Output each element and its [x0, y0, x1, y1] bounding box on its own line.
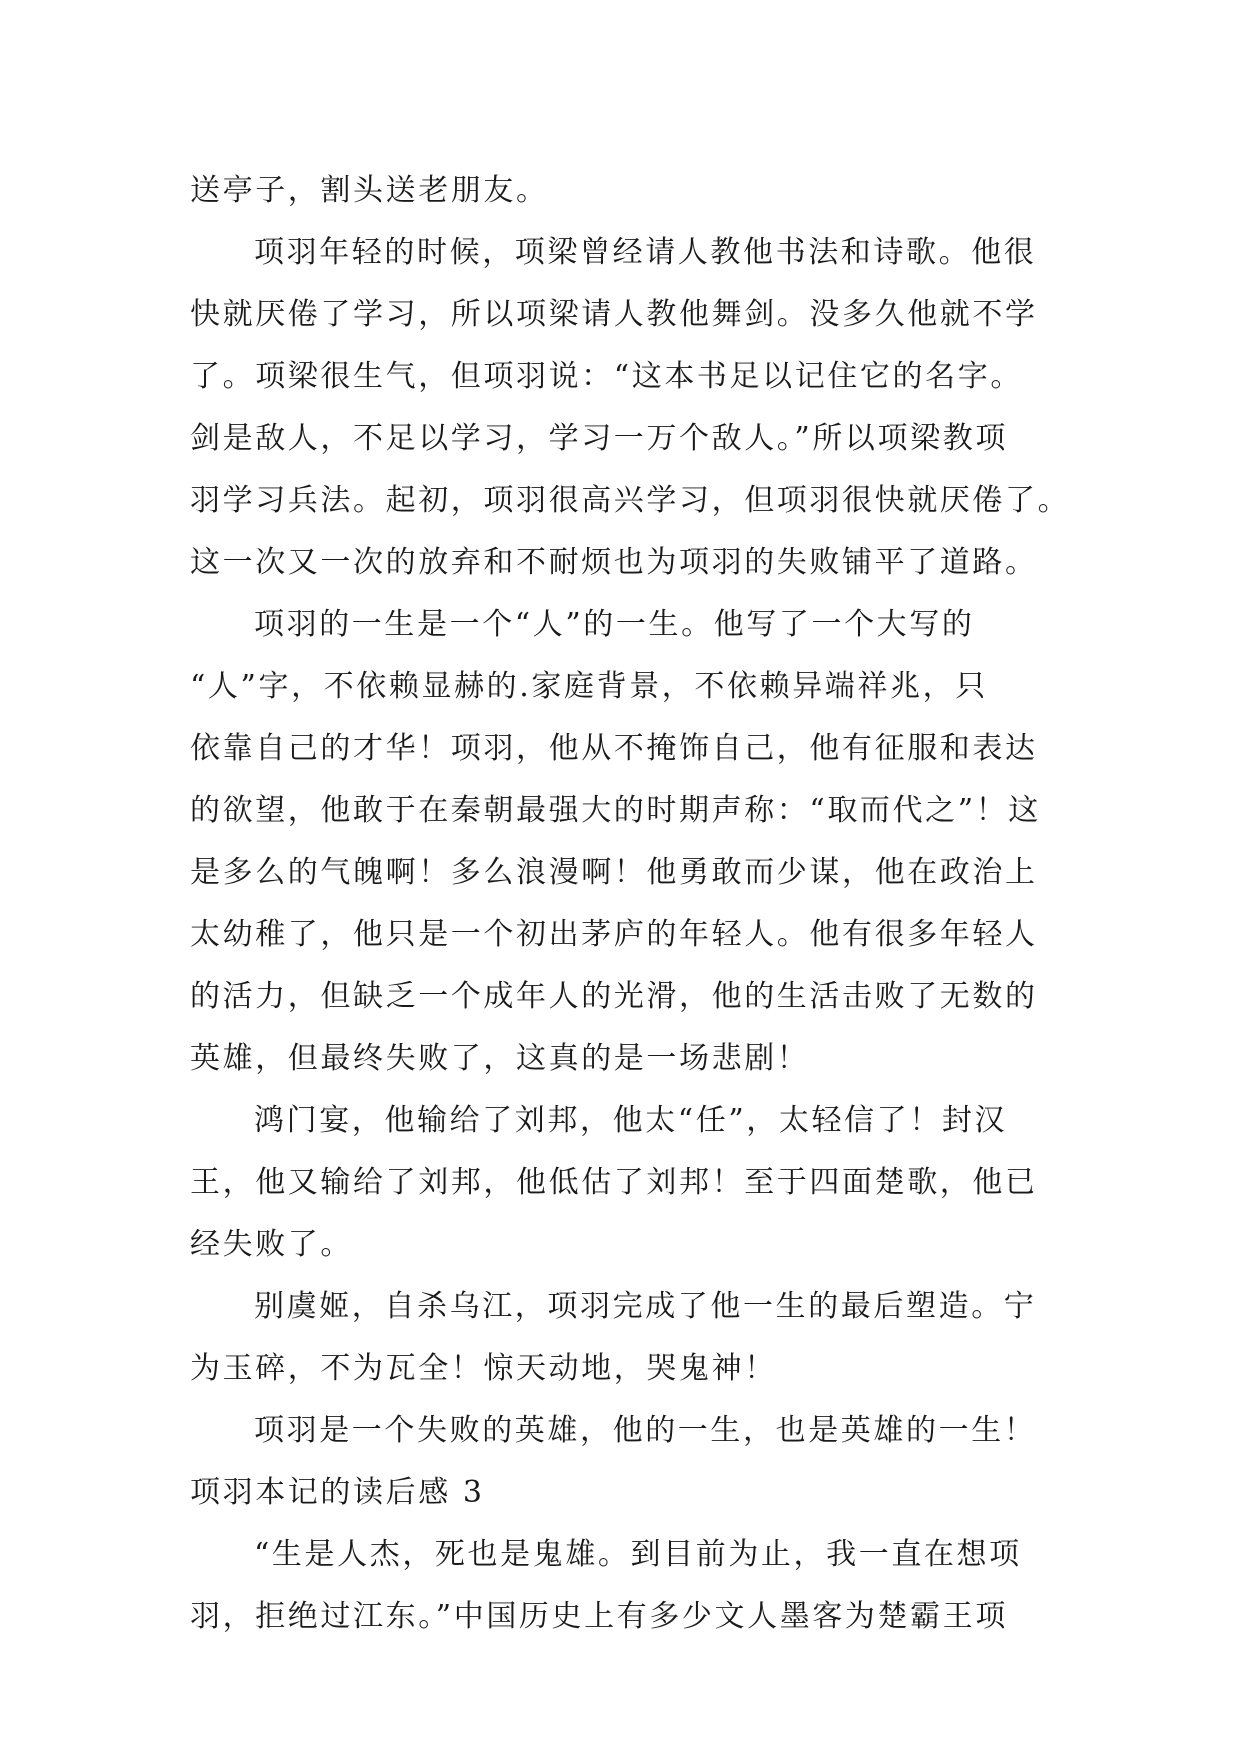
- text-line: 是多么的气魄啊！多么浪漫啊！他勇敢而少谋，他在政治上: [190, 855, 1038, 890]
- text-line: 这一次又一次的放弃和不耐烦也为项羽的失败铺平了道路。: [190, 545, 1038, 580]
- paragraph-start-line: 项羽的一生是一个“人”的一生。他写了一个大写的: [254, 607, 975, 642]
- text-line: 经失败了。: [190, 1227, 353, 1262]
- text-line: 王，他又输给了刘邦，他低估了刘邦！至于四面楚歌，他已: [190, 1165, 1038, 1200]
- document-body: [190, 160, 1071, 1648]
- text-line: 的活力，但缺乏一个成年人的光滑，他的生活击败了无数的: [190, 979, 1038, 1014]
- paragraph-start-line: 项羽是一个失败的英雄，他的一生，也是英雄的一生！: [254, 1413, 1037, 1448]
- section-heading: 项羽本记的读后感 3: [190, 1475, 485, 1510]
- text-line: 太幼稚了，他只是一个初出茅庐的年轻人。他有很多年轻人: [190, 917, 1038, 952]
- text-line: 了。项梁很生气，但项羽说：“这本书足以记住它的名字。: [190, 359, 1023, 394]
- text-line: 剑是敌人，不足以学习，学习一万个敌人。”所以项梁教项: [190, 421, 1008, 456]
- text-line: 快就厌倦了学习，所以项梁请人教他舞剑。没多久他就不学: [190, 297, 1038, 332]
- text-line: 依靠自己的才华！项羽，他从不掩饰自己，他有征服和表达: [190, 731, 1038, 766]
- paragraph-start-line: 鸿门宴，他输给了刘邦，他太“任”，太轻信了！封汉: [254, 1103, 1008, 1138]
- text-line: 的欲望，他敢于在秦朝最强大的时期声称：“取而代之”！这: [190, 793, 1041, 828]
- paragraph-start-line: 别虞姬，自杀乌江，项羽完成了他一生的最后塑造。宁: [254, 1289, 1037, 1324]
- text-line: 羽，拒绝过江东。”中国历史上有多少文人墨客为楚霸王项: [190, 1599, 1008, 1634]
- text-line: “人”字，不依赖显赫的.家庭背景，不依赖异端祥兆，只: [190, 669, 988, 704]
- paragraph-start-line: 项羽年轻的时候，项梁曾经请人教他书法和诗歌。他很: [254, 235, 1037, 270]
- text-line: 英雄，但最终失败了，这真的是一场悲剧！: [190, 1041, 810, 1076]
- text-line: 为玉碎，不为瓦全！惊天动地，哭鬼神！: [190, 1351, 777, 1386]
- text-line: 送亭子，割头送老朋友。: [190, 173, 549, 208]
- paragraph-start-line: “生是人杰，死也是鬼雄。到目前为止，我一直在想项: [254, 1537, 1022, 1572]
- text-line: 羽学习兵法。起初，项羽很高兴学习，但项羽很快就厌倦了。: [190, 483, 1071, 518]
